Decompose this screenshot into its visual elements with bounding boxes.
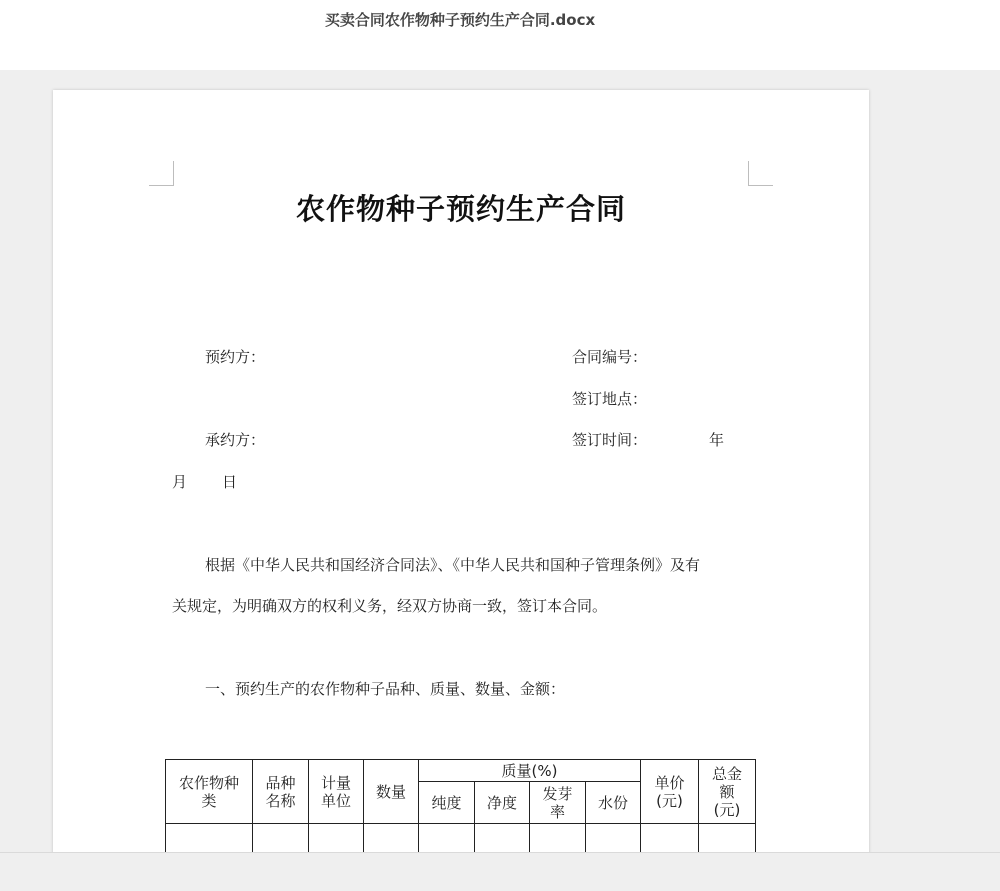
header-total-amount: 总金额(元) (699, 760, 756, 824)
header-germination: 发芽率 (530, 782, 586, 824)
header-variety-name: 品种名称 (253, 760, 309, 824)
document-filename: 买卖合同农作物种子预约生产合同.docx (324, 11, 596, 29)
month-label: 月 (172, 473, 188, 491)
year-label: 年 (709, 431, 725, 449)
margin-corner-top-right (748, 161, 773, 186)
margin-corner-top-left (149, 161, 174, 186)
section-1-title: 一、预约生产的农作物种子品种、质量、数量、金额： (205, 680, 566, 698)
header-quality: 质量(%) (419, 760, 641, 782)
party-a-label: 预约方： (205, 348, 266, 366)
seed-table (165, 759, 756, 864)
contract-number-label: 合同编号： (572, 348, 648, 366)
preamble-line-2: 关规定，为明确双方的权利义务，经双方协商一致，签订本合同。 (172, 597, 608, 615)
sign-place-label: 签订地点： (572, 390, 648, 408)
sign-time-label: 签订时间： (572, 431, 648, 449)
party-b-label: 承约方： (205, 431, 266, 449)
title-bar (0, 0, 1000, 70)
header-moisture: 水份 (586, 782, 641, 824)
header-quantity: 数量 (364, 760, 419, 824)
header-crop-type: 农作物种类 (166, 760, 253, 824)
document-heading: 农作物种子预约生产合同 (295, 192, 626, 226)
header-unit: 计量单位 (309, 760, 364, 824)
day-label: 日 (222, 473, 238, 491)
bottom-bar (0, 852, 1000, 891)
header-unit-price: 单价(元) (641, 760, 699, 824)
preamble-line-1: 根据《中华人民共和国经济合同法》、《中华人民共和国种子管理条例》及有 (205, 556, 701, 574)
header-clarity: 净度 (475, 782, 530, 824)
document-page (53, 90, 869, 860)
header-purity: 纯度 (419, 782, 475, 824)
